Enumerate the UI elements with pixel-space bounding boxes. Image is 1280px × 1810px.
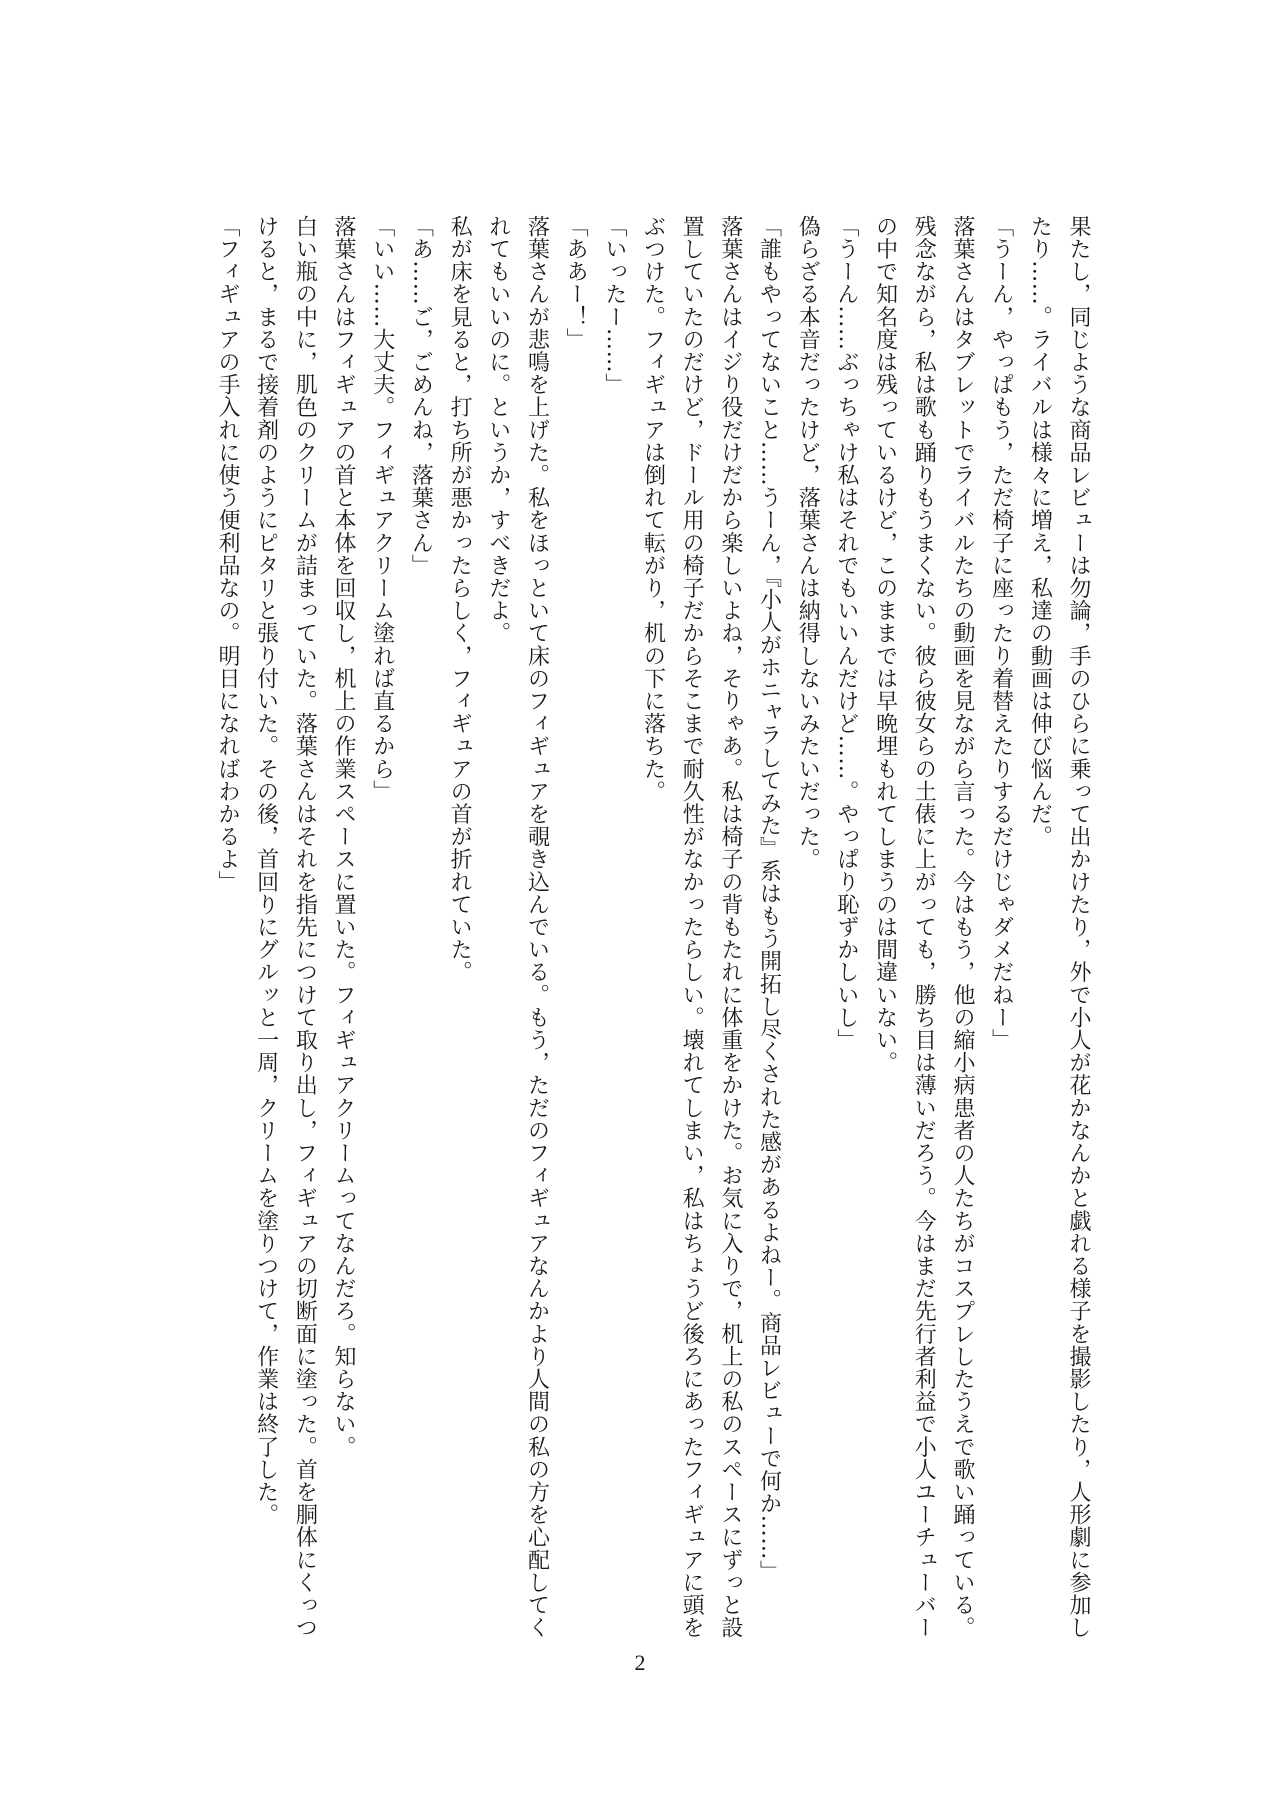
text-column: 「ああー！」 xyxy=(563,215,589,351)
text-column: 残念ながら，私は歌も踊りもうまくない。彼ら彼女らの土俵に上がっても，勝ち目は薄いだろう。今はまだ先行者利益で小人ユーチューバー xyxy=(911,215,937,1639)
text-column: 「誰もやってないこと……うーん，『小人がホニャラしてみた』系はもう開拓し尽くされた感があるよねー。商品レビューで何か……」 xyxy=(756,215,782,1583)
text-column: 「いったー……」 xyxy=(601,215,627,396)
text-column: の中で知名度は残っているけど，このままでは早晩埋もれてしまうのは間違いない。 xyxy=(872,215,898,1074)
text-column: けると，まるで接着剤のようにピタリと張り付いた。その後，首回りにグルッと一周，クリームを塗りつけて，作業は終了した。 xyxy=(253,215,279,1526)
text-column: 置していたのだけど，ドール用の椅子だからそこまで耐久性がなかったらしい。壊れてしまい，私はちょうど後ろにあったフィギュアに頭を xyxy=(679,215,705,1639)
text-column: 落葉さんはフィギュアの首と本体を回収し，机上の作業スペースに置いた。フィギュアクリームってなんだろ。知らない。 xyxy=(331,215,357,1458)
text-column: 白い瓶の中に，肌色のクリームが詰まっていた。落葉さんはそれを指先につけて取り出し，フィギュアの切断面に塗った。首を胴体にくっつ xyxy=(292,215,318,1639)
text-column: 落葉さんはイジり役だけだから楽しいよね，そりゃあ。私は椅子の背もたれに体重をかけた。お気に入りで，机上の私のスペースにずっと設 xyxy=(717,215,743,1639)
text-column: 私が床を見ると，打ち所が悪かったらしく，フィギュアの首が折れていた。 xyxy=(447,215,473,984)
text-column: 「うーん……ぶっちゃけ私はそれでもいいんだけど……。やっぱり恥ずかしいし」 xyxy=(833,215,859,1052)
text-column: 「うーん，やっぱもう，ただ椅子に座ったり着替えたりするだけじゃダメだねー」 xyxy=(988,215,1014,1052)
text-column: 偽らざる本音だったけど，落葉さんは納得しないみたいだった。 xyxy=(795,215,821,871)
text-column: れてもいいのに。というか，すべきだよ。 xyxy=(485,215,511,645)
text-column: たり……。ライバルは様々に増え，私達の動画は伸び悩んだ。 xyxy=(1027,215,1053,848)
text-column: 「いい……大丈夫。フィギュアクリーム塗れば直るから」 xyxy=(369,215,395,803)
text-column: 落葉さんが悲鳴を上げた。私をほっといて床のフィギュアを覗き込んでいる。もう，ただのフィギュアなんかより人間の私の方を心配してく xyxy=(524,215,550,1639)
text-column: 果たし，同じような商品レビューは勿論，手のひらに乗って出かけたり，外で小人が花かなんかと戯れる様子を撮影したり，人形劇に参加し xyxy=(1066,215,1091,1639)
text-column: 落葉さんはタブレットでライバルたちの動画を見ながら言った。今はもう，他の縮小病患者の人たちがコスプレしたうえで歌い踊っている。 xyxy=(949,215,975,1639)
page-number: 2 xyxy=(634,1650,646,1675)
text-column: 「あ……ご，ごめんね，落葉さん」 xyxy=(408,215,434,577)
text-column: ぶつけた。フィギュアは倒れて転がり，机の下に落ちた。 xyxy=(640,215,666,803)
text-column: 「フィギュアの手入れに使う便利品なの。明日になればわかるよ」 xyxy=(215,215,240,893)
